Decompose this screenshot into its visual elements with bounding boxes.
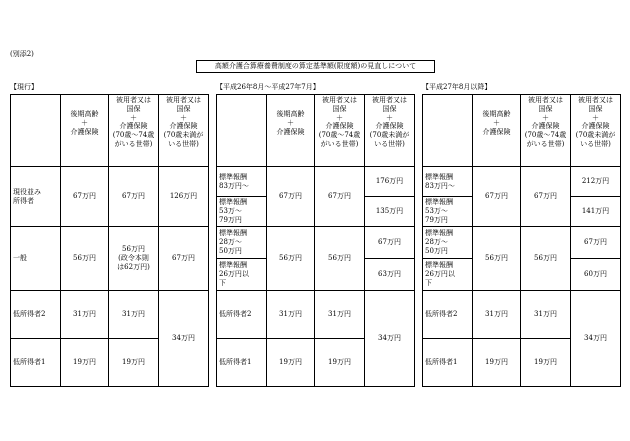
header-under-70: 被用者又は 国保 ＋ 介護保険 (70歳未満が いる世帯) (571, 95, 621, 167)
cell: 31万円 (315, 291, 365, 339)
row-label-high-income: 現役並み 所得者 (11, 167, 61, 227)
cell-low-shared: 34万円 (365, 291, 415, 387)
header-late-elderly: 後期高齢 ＋ 介護保険 (267, 95, 315, 167)
cell: 212万円 (571, 167, 621, 197)
cell: 126万円 (159, 167, 209, 227)
cell: 56万円 (267, 227, 315, 291)
cell: 19万円 (109, 339, 159, 387)
header-late-elderly: 後期高齢 ＋ 介護保険 (61, 95, 109, 167)
row-label-low-income-2: 低所得者2 (217, 291, 267, 339)
cell: 135万円 (365, 197, 415, 227)
row-label-general: 一般 (11, 227, 61, 291)
sub-label: 標準報酬 26万円以 下 (423, 259, 473, 291)
cell: 19万円 (473, 339, 521, 387)
cell: 56万円 (315, 227, 365, 291)
current-section-label: 【現行】 (10, 83, 38, 91)
row-label-low-income-2: 低所得者2 (423, 291, 473, 339)
cell: 19万円 (267, 339, 315, 387)
cell: 141万円 (571, 197, 621, 227)
header-empty (11, 95, 61, 167)
cell: 56万円 (473, 227, 521, 291)
period2-section-label: 【平成27年8月以降】 (422, 83, 492, 91)
row-label-low-income-1: 低所得者1 (217, 339, 267, 387)
attachment-label: (別添2) (10, 50, 34, 58)
cell: 31万円 (521, 291, 571, 339)
cell: 56万円 (521, 227, 571, 291)
document-title: 高額介護合算療養費制度の算定基準額(限度額)の見直しについて (196, 60, 435, 73)
cell: 67万円 (571, 227, 621, 259)
header-under-70: 被用者又は 国保 ＋ 介護保険 (70歳未満が いる世帯) (365, 95, 415, 167)
cell: 67万円 (159, 227, 209, 291)
cell: 67万円 (109, 167, 159, 227)
current-table (10, 94, 209, 387)
cell: 56万円 (61, 227, 109, 291)
cell: 31万円 (473, 291, 521, 339)
header-empty (217, 95, 267, 167)
period1-section-label: 【平成26年8月〜平成27年7月】 (216, 83, 320, 91)
cell: 63万円 (365, 259, 415, 291)
header-empty (423, 95, 473, 167)
header-70-74: 被用者又は 国保 ＋ 介護保険 (70歳〜74歳 がいる世帯) (109, 95, 159, 167)
cell: 67万円 (473, 167, 521, 227)
cell: 67万円 (61, 167, 109, 227)
header-late-elderly: 後期高齢 ＋ 介護保険 (473, 95, 521, 167)
row-label-low-income-1: 低所得者1 (11, 339, 61, 387)
sub-label: 標準報酬 53万〜 79万円 (423, 197, 473, 227)
cell: 56万円 (政令本則 は62万円) (109, 227, 159, 291)
row-label-low-income-2: 低所得者2 (11, 291, 61, 339)
cell: 67万円 (365, 227, 415, 259)
cell: 176万円 (365, 167, 415, 197)
sub-label: 標準報酬 53万〜 79万円 (217, 197, 267, 227)
cell: 31万円 (61, 291, 109, 339)
sub-label: 標準報酬 28万〜 50万円 (423, 227, 473, 259)
cell: 67万円 (267, 167, 315, 227)
header-70-74: 被用者又は 国保 ＋ 介護保険 (70歳〜74歳 がいる世帯) (315, 95, 365, 167)
sub-label: 標準報酬 26万円以 下 (217, 259, 267, 291)
cell: 31万円 (109, 291, 159, 339)
header-under-70: 被用者又は 国保 ＋ 介護保険 (70歳未満が いる世帯) (159, 95, 209, 167)
cell-low-shared: 34万円 (159, 291, 209, 387)
cell: 67万円 (521, 167, 571, 227)
cell: 31万円 (267, 291, 315, 339)
header-70-74: 被用者又は 国保 ＋ 介護保険 (70歳〜74歳 がいる世帯) (521, 95, 571, 167)
sub-label: 標準報酬 28万〜 50万円 (217, 227, 267, 259)
period2-table (422, 94, 621, 387)
cell-low-shared: 34万円 (571, 291, 621, 387)
cell: 19万円 (315, 339, 365, 387)
current-section (10, 83, 209, 387)
row-label-low-income-1: 低所得者1 (423, 339, 473, 387)
period1-table (216, 94, 415, 387)
period2-section (422, 83, 621, 387)
cell: 60万円 (571, 259, 621, 291)
sub-label: 標準報酬 83万円〜 (423, 167, 473, 197)
sub-label: 標準報酬 83万円〜 (217, 167, 267, 197)
period1-section (216, 83, 415, 387)
cell: 19万円 (521, 339, 571, 387)
cell: 19万円 (61, 339, 109, 387)
cell: 67万円 (315, 167, 365, 227)
